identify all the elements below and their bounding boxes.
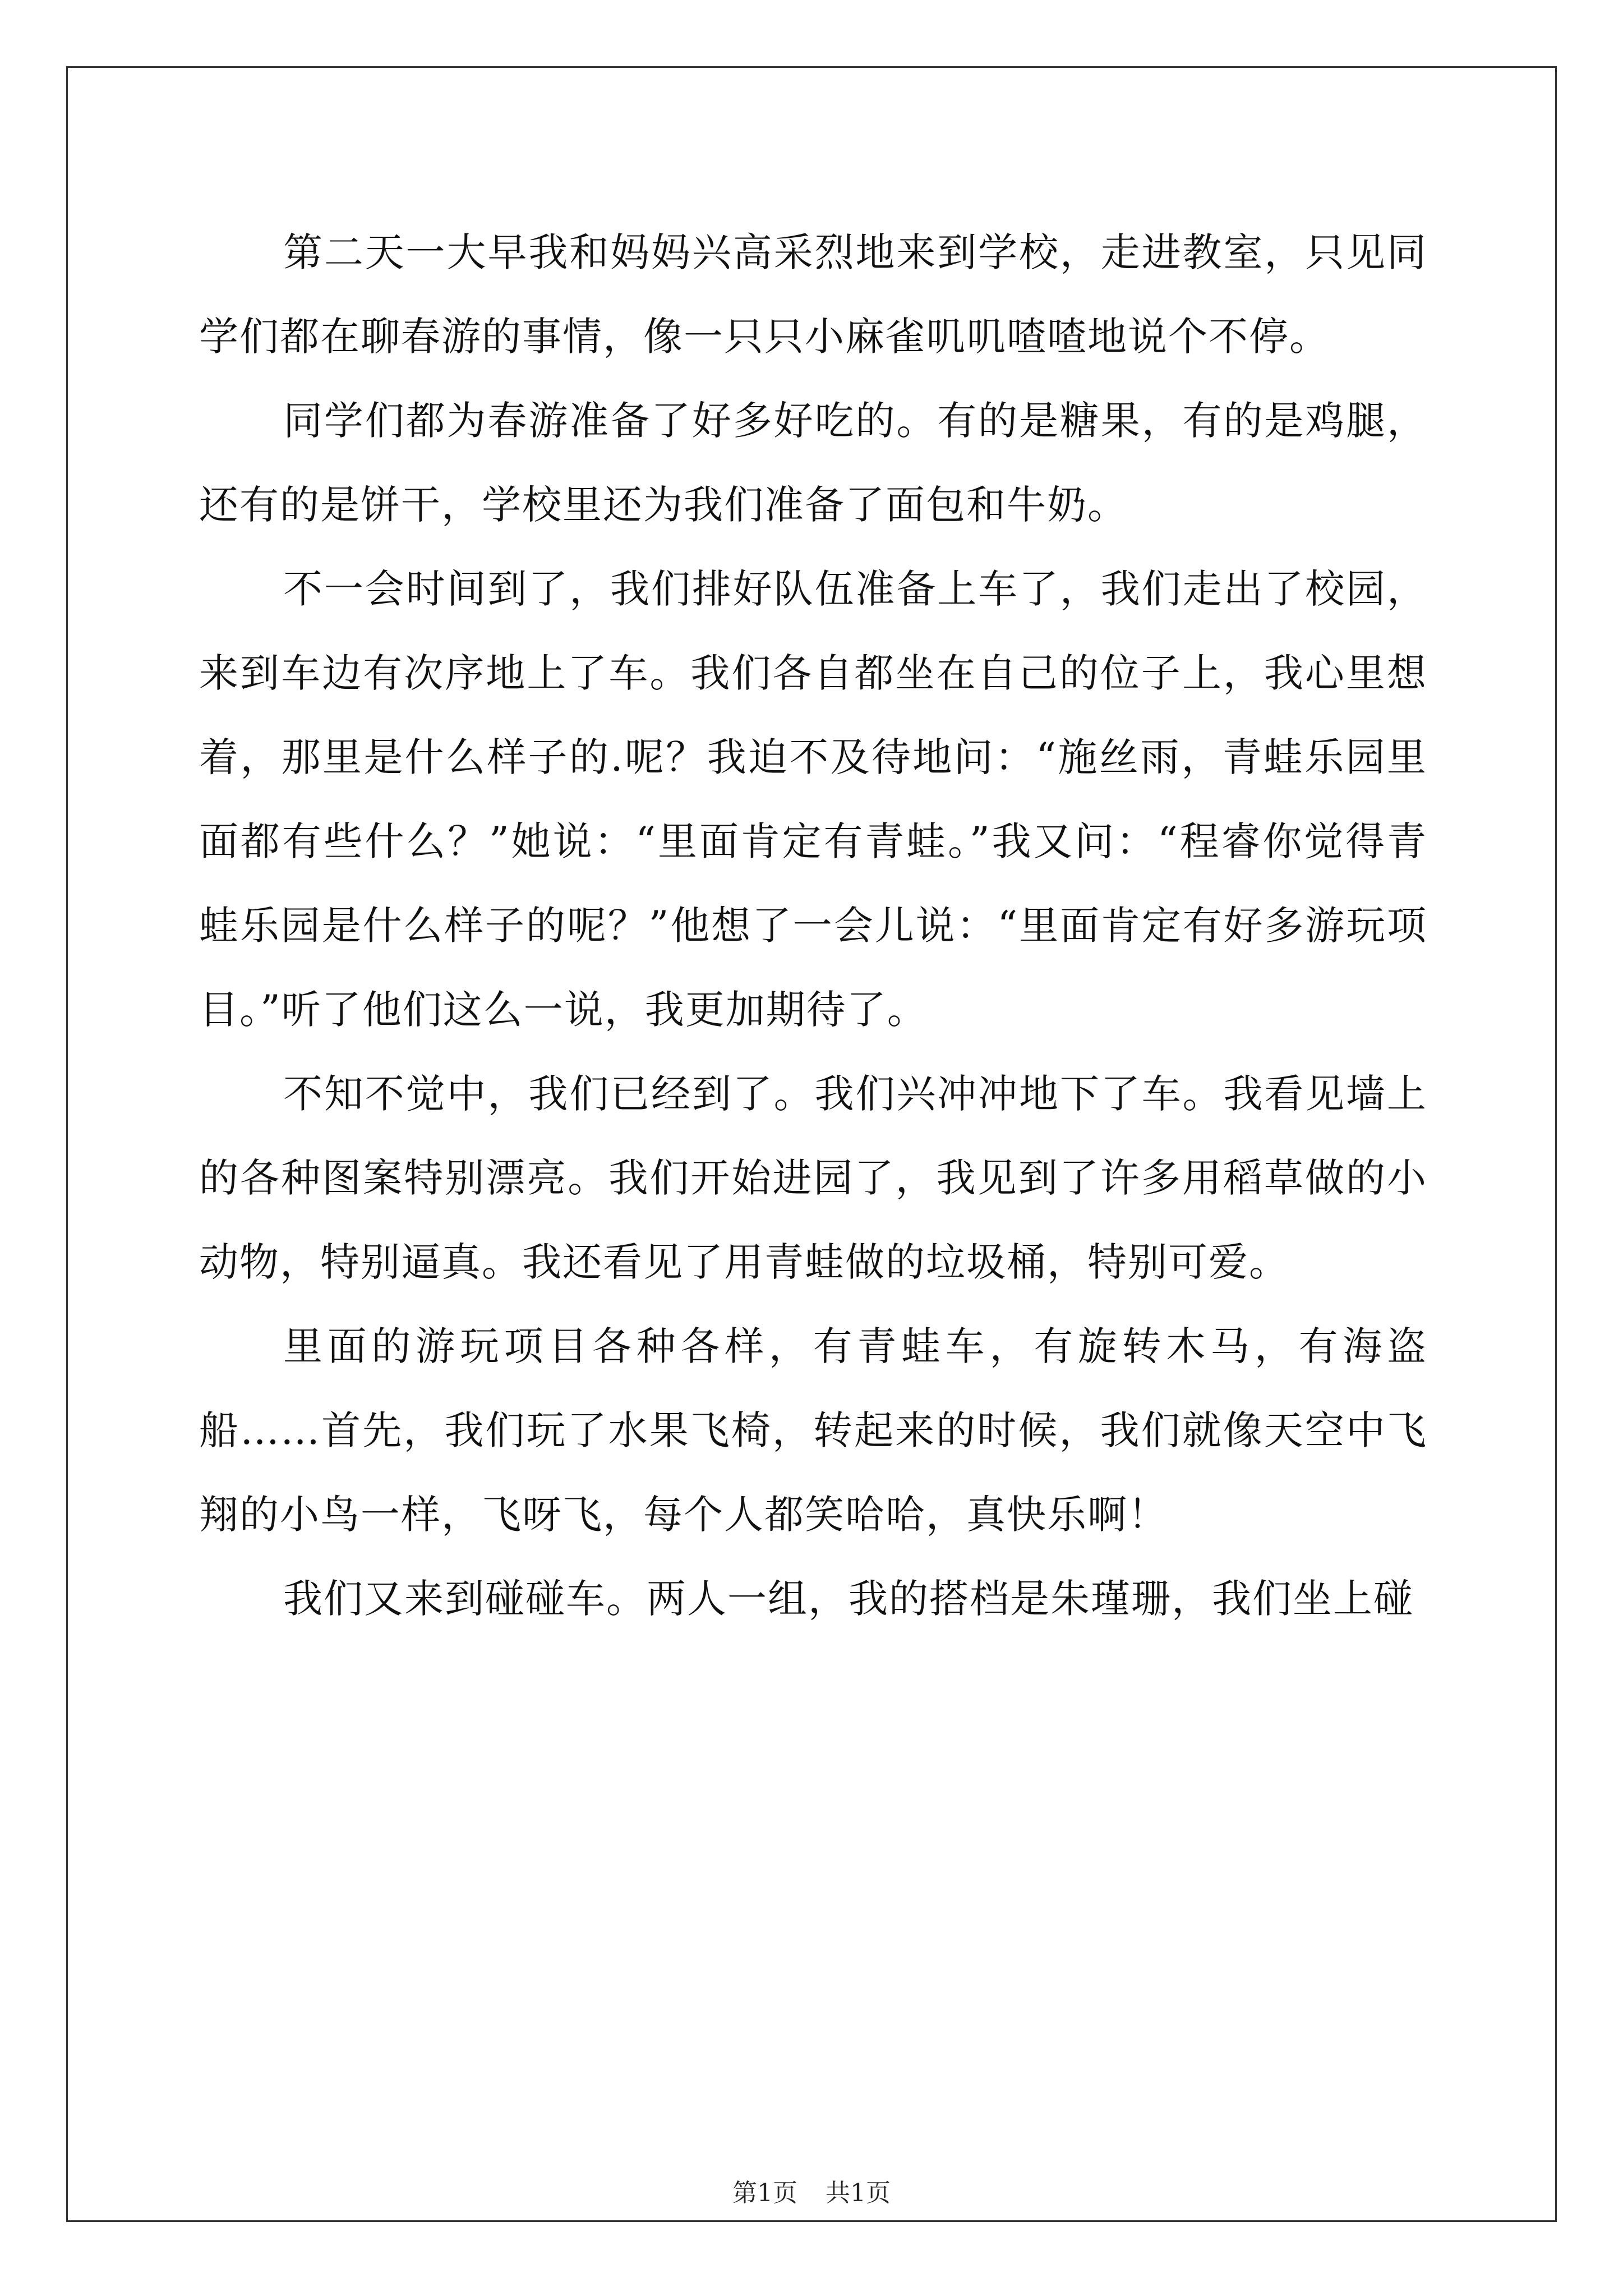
paragraph: 同学们都为春游准备了好多好吃的。有的是糖果，有的是鸡腿，还有的是饼干，学校里还为我们准备了面包和牛奶。 (199, 398, 1427, 528)
paragraph: 我们又来到碰碰车。两人一组，我的搭档是朱瑾珊，我们坐上碰 (283, 1576, 1414, 1622)
page-footer (0, 2177, 1623, 2210)
document-body (199, 210, 1427, 1641)
paragraph: 不知不觉中，我们已经到了。我们兴冲冲地下了车。我看见墙上的各种图案特别漂亮。我们开始进园了，我见到了许多用稻草做的小动物，特别逼真。我还看见了用青蛙做的垃圾桶，特别可爱。 (199, 1071, 1427, 1285)
paragraph: 第二天一大早我和妈妈兴高采烈地来到学校，走进教室，只见同学们都在聊春游的事情，像一只只小麻雀叽叽喳喳地说个不停。 (199, 229, 1427, 360)
page-number: 第1页 (732, 2179, 797, 2207)
paragraph: 里面的游玩项目各种各样，有青蛙车，有旋转木马，有海盗船……首先，我们玩了水果飞椅，转起来的时候，我们就像天空中飞翔的小鸟一样，飞呀飞，每个人都笑哈哈，真快乐啊！ (199, 1323, 1427, 1538)
page-total: 共1页 (826, 2179, 891, 2207)
paragraph: 不一会时间到了，我们排好队伍准备上车了，我们走出了校园，来到车边有次序地上了车。我们各自都坐在自己的位子上，我心里想着，那里是什么样子的.呢？我迫不及待地问：“施丝雨，青蛙乐园里面都有些什么？”她说：“里面肯定有青蛙。”我又问：“程睿你觉得青蛙乐园是什么样子的呢？”他想了一会儿说：“里面肯定有好多游玩项目。”听了他们这么一说，我更加期待了。 (199, 566, 1427, 1033)
